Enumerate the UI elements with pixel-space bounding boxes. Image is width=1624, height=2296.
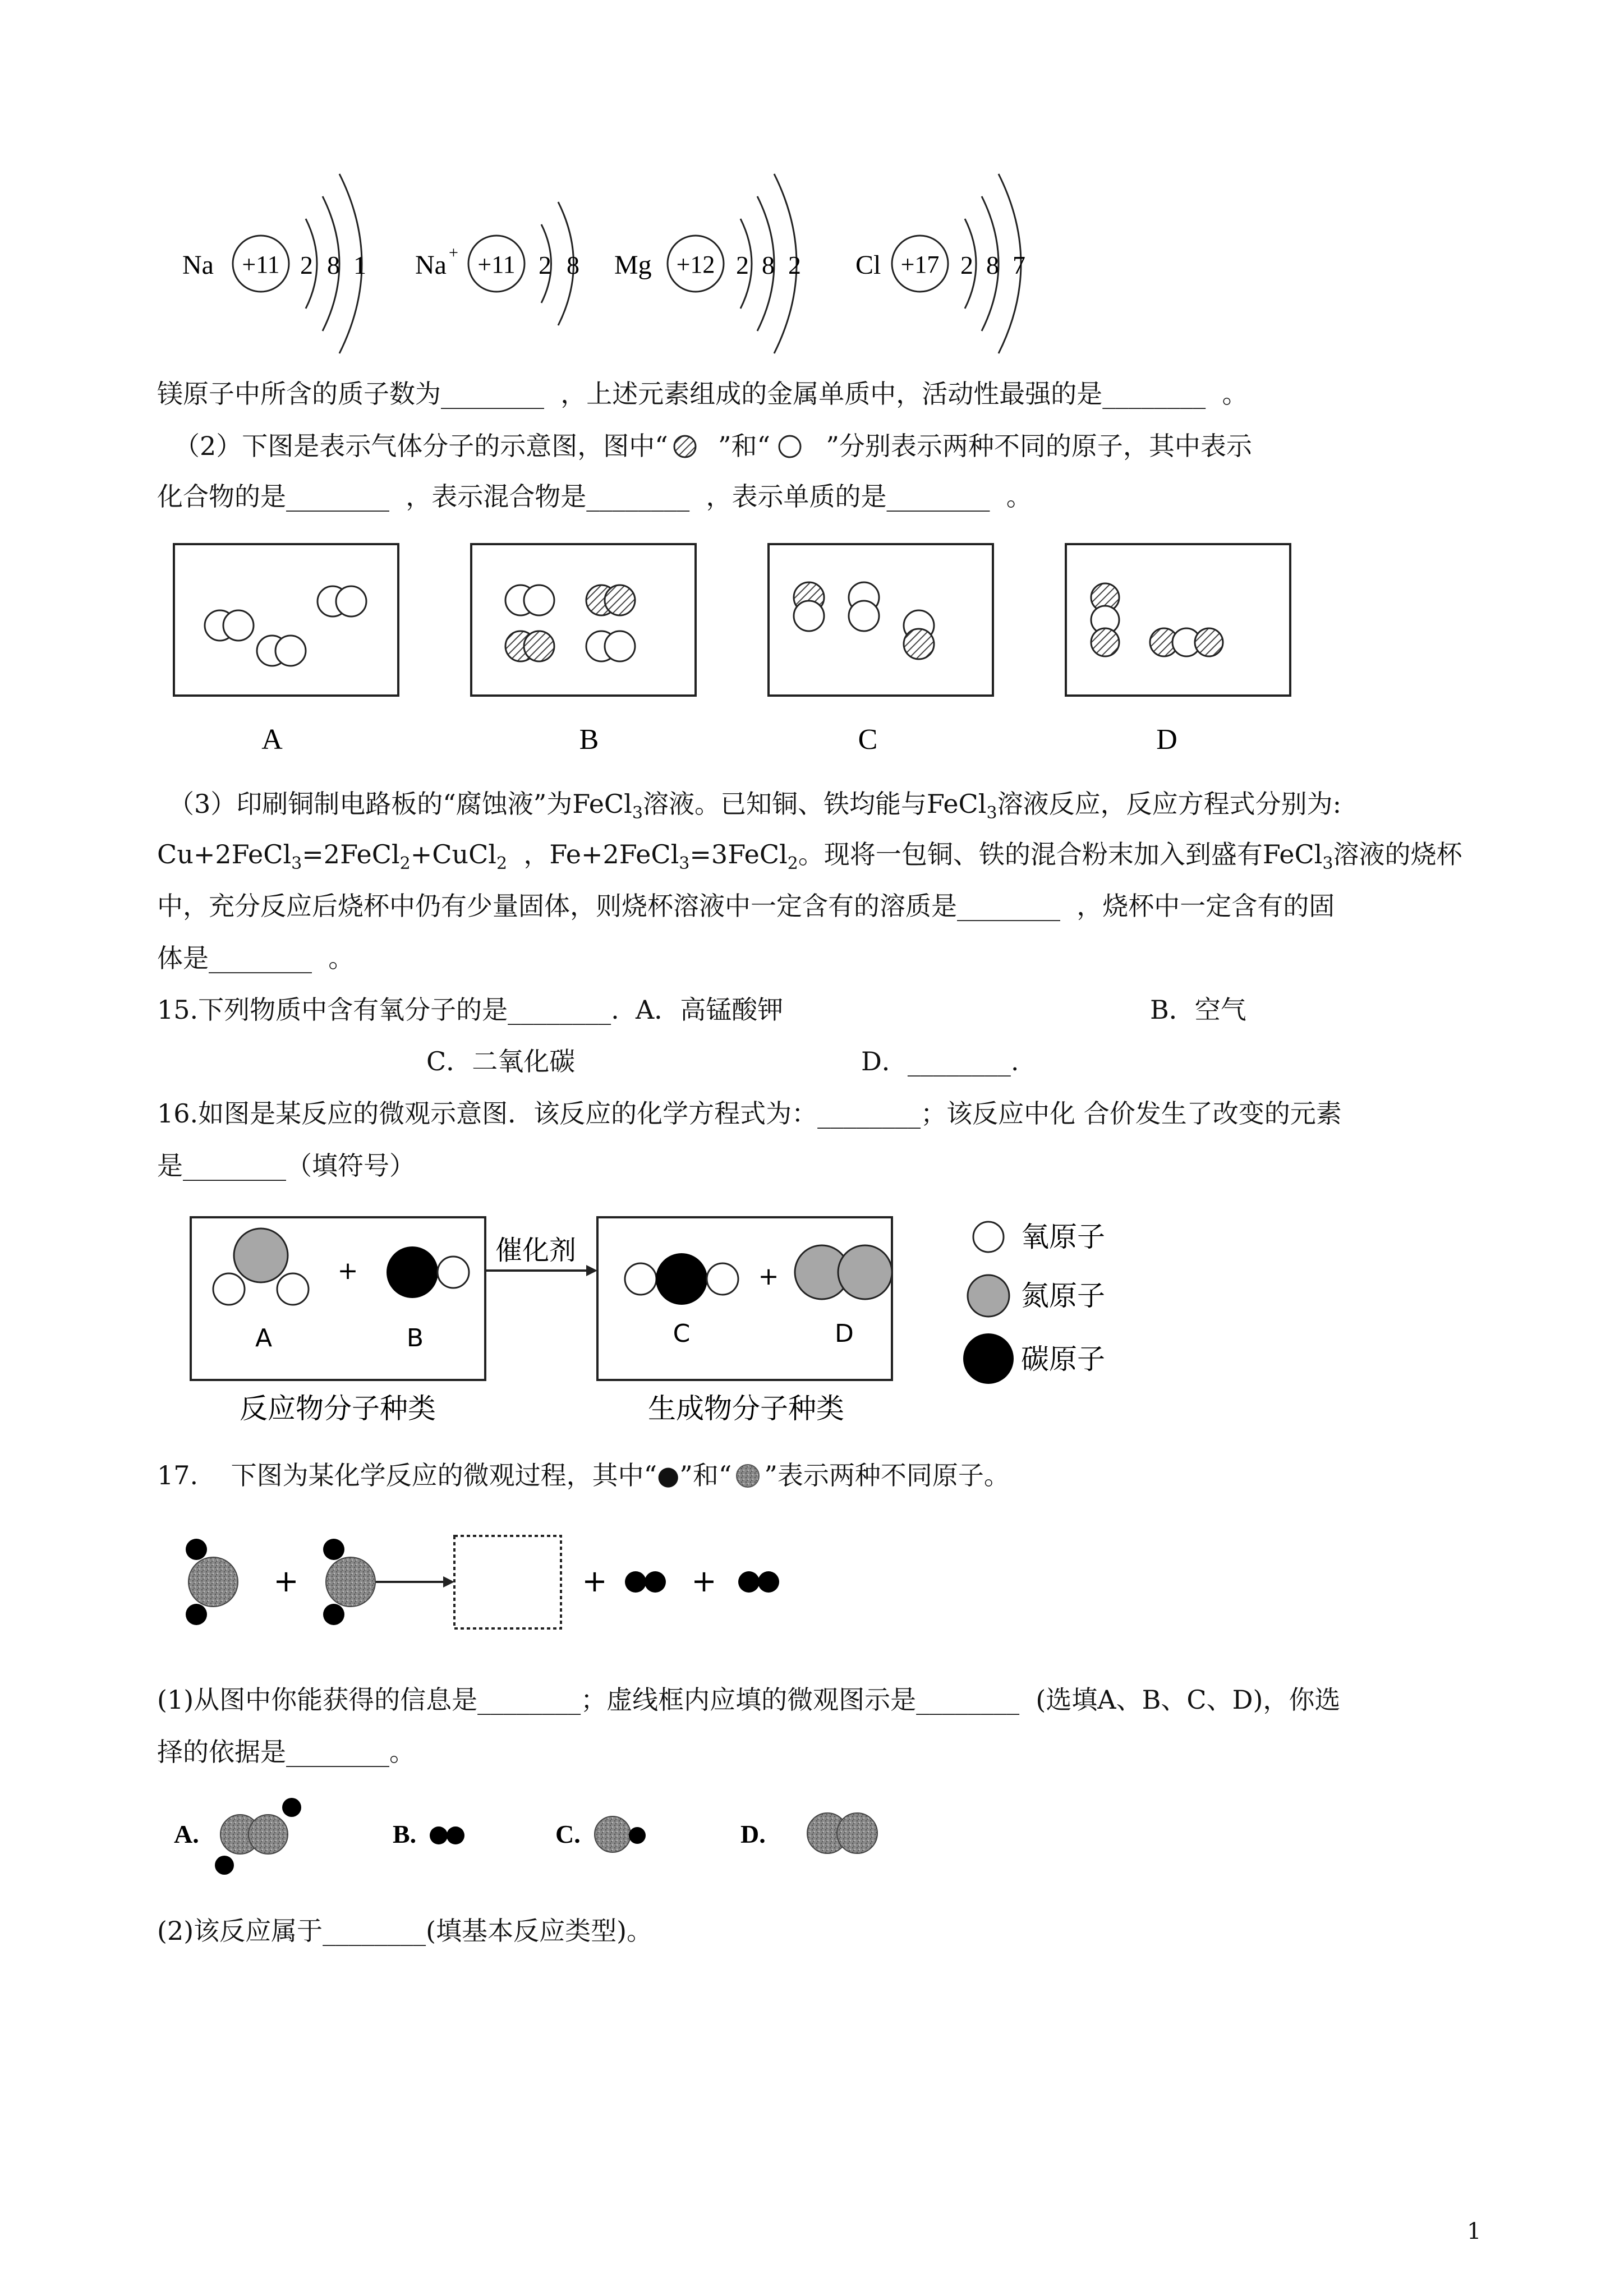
q17-part2: (2)该反应属于________(填基本反应类型)。 [157,1916,653,1946]
equation-text: ，Fe+2FeCl [507,839,679,869]
equation-text: =3FeCl [689,839,788,869]
shell-electrons: 7 [1013,251,1025,279]
grey-atom-icon [732,1463,764,1489]
q16-line-2: 是________（填符号） [157,1151,415,1181]
equation-text: =2FeCl [302,839,400,869]
q15-option-d: D．________. [861,1046,1019,1076]
equation-text: 。现将一包铜、铁的混合粉末加入到盛有FeCl [798,839,1323,869]
na-ion-diagram [415,202,579,325]
oxygen-atom-icon [973,1222,1004,1252]
nucleus-charge: +11 [242,251,280,278]
equation-text: 溶液的烧杯 [1333,839,1462,869]
subscript: 3 [632,803,643,823]
molecule-box-c [769,544,993,696]
subscript: 2 [787,854,798,873]
equation-text: Cu+2FeCl [157,839,292,869]
option-label: C. [555,1820,581,1848]
option-label: B. [393,1820,417,1848]
reaction-diagram-q17 [174,1526,819,1644]
q14-part3-line-4: 体是________ 。 [157,943,355,973]
q17-part1-line-2: 择的依据是________。 [157,1737,415,1767]
molecule-label: D [835,1319,854,1348]
plus-sign: + [758,1262,779,1291]
shell-electrons: 2 [539,251,551,279]
equation-text: +CuCl [410,839,496,869]
carbon-atom-icon [963,1333,1014,1384]
hatched-atom-icon [668,434,702,459]
q14-part3-line-1 [168,787,1341,821]
molecule-label: A [255,1324,273,1352]
catalyst-label: 催化剂 [495,1235,577,1266]
shell-electrons: 8 [986,251,999,279]
shell-electrons: 1 [353,251,366,279]
ion-charge: + [449,243,458,262]
element-symbol: Cl [855,250,881,280]
nitrogen-atom-icon [968,1275,1009,1317]
reactant-caption: 反应物分子种类 [240,1392,436,1425]
element-symbol: Na [182,250,214,280]
q14-part2-text: ”和“ [701,431,771,461]
q17-part1-line-1: (1)从图中你能获得的信息是________；虚线框内应填的微观图示是________ (选填A、B、C、D)，你选 [157,1685,1341,1715]
nucleus-charge: +17 [900,251,940,278]
plus-sign: + [273,1563,299,1599]
element-symbol: Na [415,250,447,280]
box-label: B [579,724,599,756]
molecule-box-d [1066,544,1290,696]
q15-line-1: 15.下列物质中含有氧分子的是________. A．高锰酸钾 [157,995,784,1025]
page-number: 1 [1467,2219,1482,2244]
box-label: C [858,724,878,756]
q17-text: ”表示两种不同原子。 [764,1460,1010,1490]
box-label: D [1156,724,1177,756]
shell-electrons: 2 [736,251,749,279]
molecule-box-a [174,544,398,696]
q14-part2-line-2: 化合物的是________ ，表示混合物是________ ，表示单质的是________ 。 [157,481,1032,512]
q17-text: 17. 下图为某化学反应的微观过程，其中“●”和“ [157,1460,732,1490]
shell-electrons: 8 [762,251,775,279]
q14-part3-text: 溶液。已知铜、铁均能与FeCl [642,789,987,819]
subscript: 2 [496,854,508,873]
reaction-diagram-q16 [185,1206,1195,1442]
q14-part3-text: （3）印刷铜制电路板的“腐蚀液”为FeCl [168,789,632,819]
element-symbol: Mg [614,250,652,280]
q14-part2-text: ”分别表示两种不同的原子，其中表示 [809,431,1252,461]
q14-part2-text: （2）下图是表示气体分子的示意图，图中“ [174,431,668,461]
shell-electrons: 8 [567,251,579,279]
q14-line-1: 镁原子中所含的质子数为________ ，上述元素组成的金属单质中，活动性最强的是________ 。 [157,379,1248,409]
plus-sign: + [337,1257,358,1285]
box-label: A [261,724,283,756]
product-caption: 生成物分子种类 [648,1392,844,1425]
molecule-box-b [471,544,696,696]
mg-atom-diagram [614,174,801,353]
option-label: D. [740,1820,766,1848]
nucleus-charge: +11 [477,251,516,278]
q17-line-1 [157,1458,1010,1492]
molecule-label: B [406,1324,424,1352]
legend-label: 氧原子 [1021,1221,1105,1253]
molecule-boxes-figure [168,541,1313,766]
plus-sign: + [582,1563,608,1599]
q14-part2-line-1 [174,429,1252,463]
subscript: 3 [986,803,997,823]
subscript: 3 [679,854,690,873]
shell-electrons: 8 [327,251,340,279]
q17-options-figure [174,1784,959,1885]
shell-electrons: 2 [788,251,801,279]
white-atom-icon [770,434,809,459]
legend-label: 氮原子 [1021,1280,1105,1312]
q14-part3-line-3: 中，充分反应后烧杯中仍有少量固体，则烧杯溶液中一定含有的溶质是________ ，烧杯中一定含有的固 [157,891,1335,921]
dashed-answer-box [454,1536,561,1628]
product-box [597,1217,892,1380]
molecule-label: C [673,1319,691,1348]
subscript: 3 [1322,854,1333,873]
subscript: 2 [399,854,411,873]
atom-structure-diagrams [168,151,1066,365]
na-atom-diagram [182,174,366,353]
nucleus-charge: +12 [676,251,715,278]
plus-sign: + [691,1563,717,1599]
q14-part3-line-2 [157,838,1462,871]
q16-line-1: 16.如图是某反应的微观示意图．该反应的化学方程式为：________；该反应中化 合价发生了改变的元素 [157,1098,1342,1129]
q14-part3-text: 溶液反应，反应方程式分别为: [997,789,1342,819]
subscript: 3 [291,854,302,873]
cl-atom-diagram [855,174,1025,353]
shell-electrons: 2 [960,251,973,279]
legend-label: 碳原子 [1021,1343,1105,1375]
q15-option-b: B．空气 [1150,995,1246,1025]
option-label: A. [174,1820,199,1848]
q15-option-c: C．二氧化碳 [426,1046,576,1076]
shell-electrons: 2 [300,251,313,279]
